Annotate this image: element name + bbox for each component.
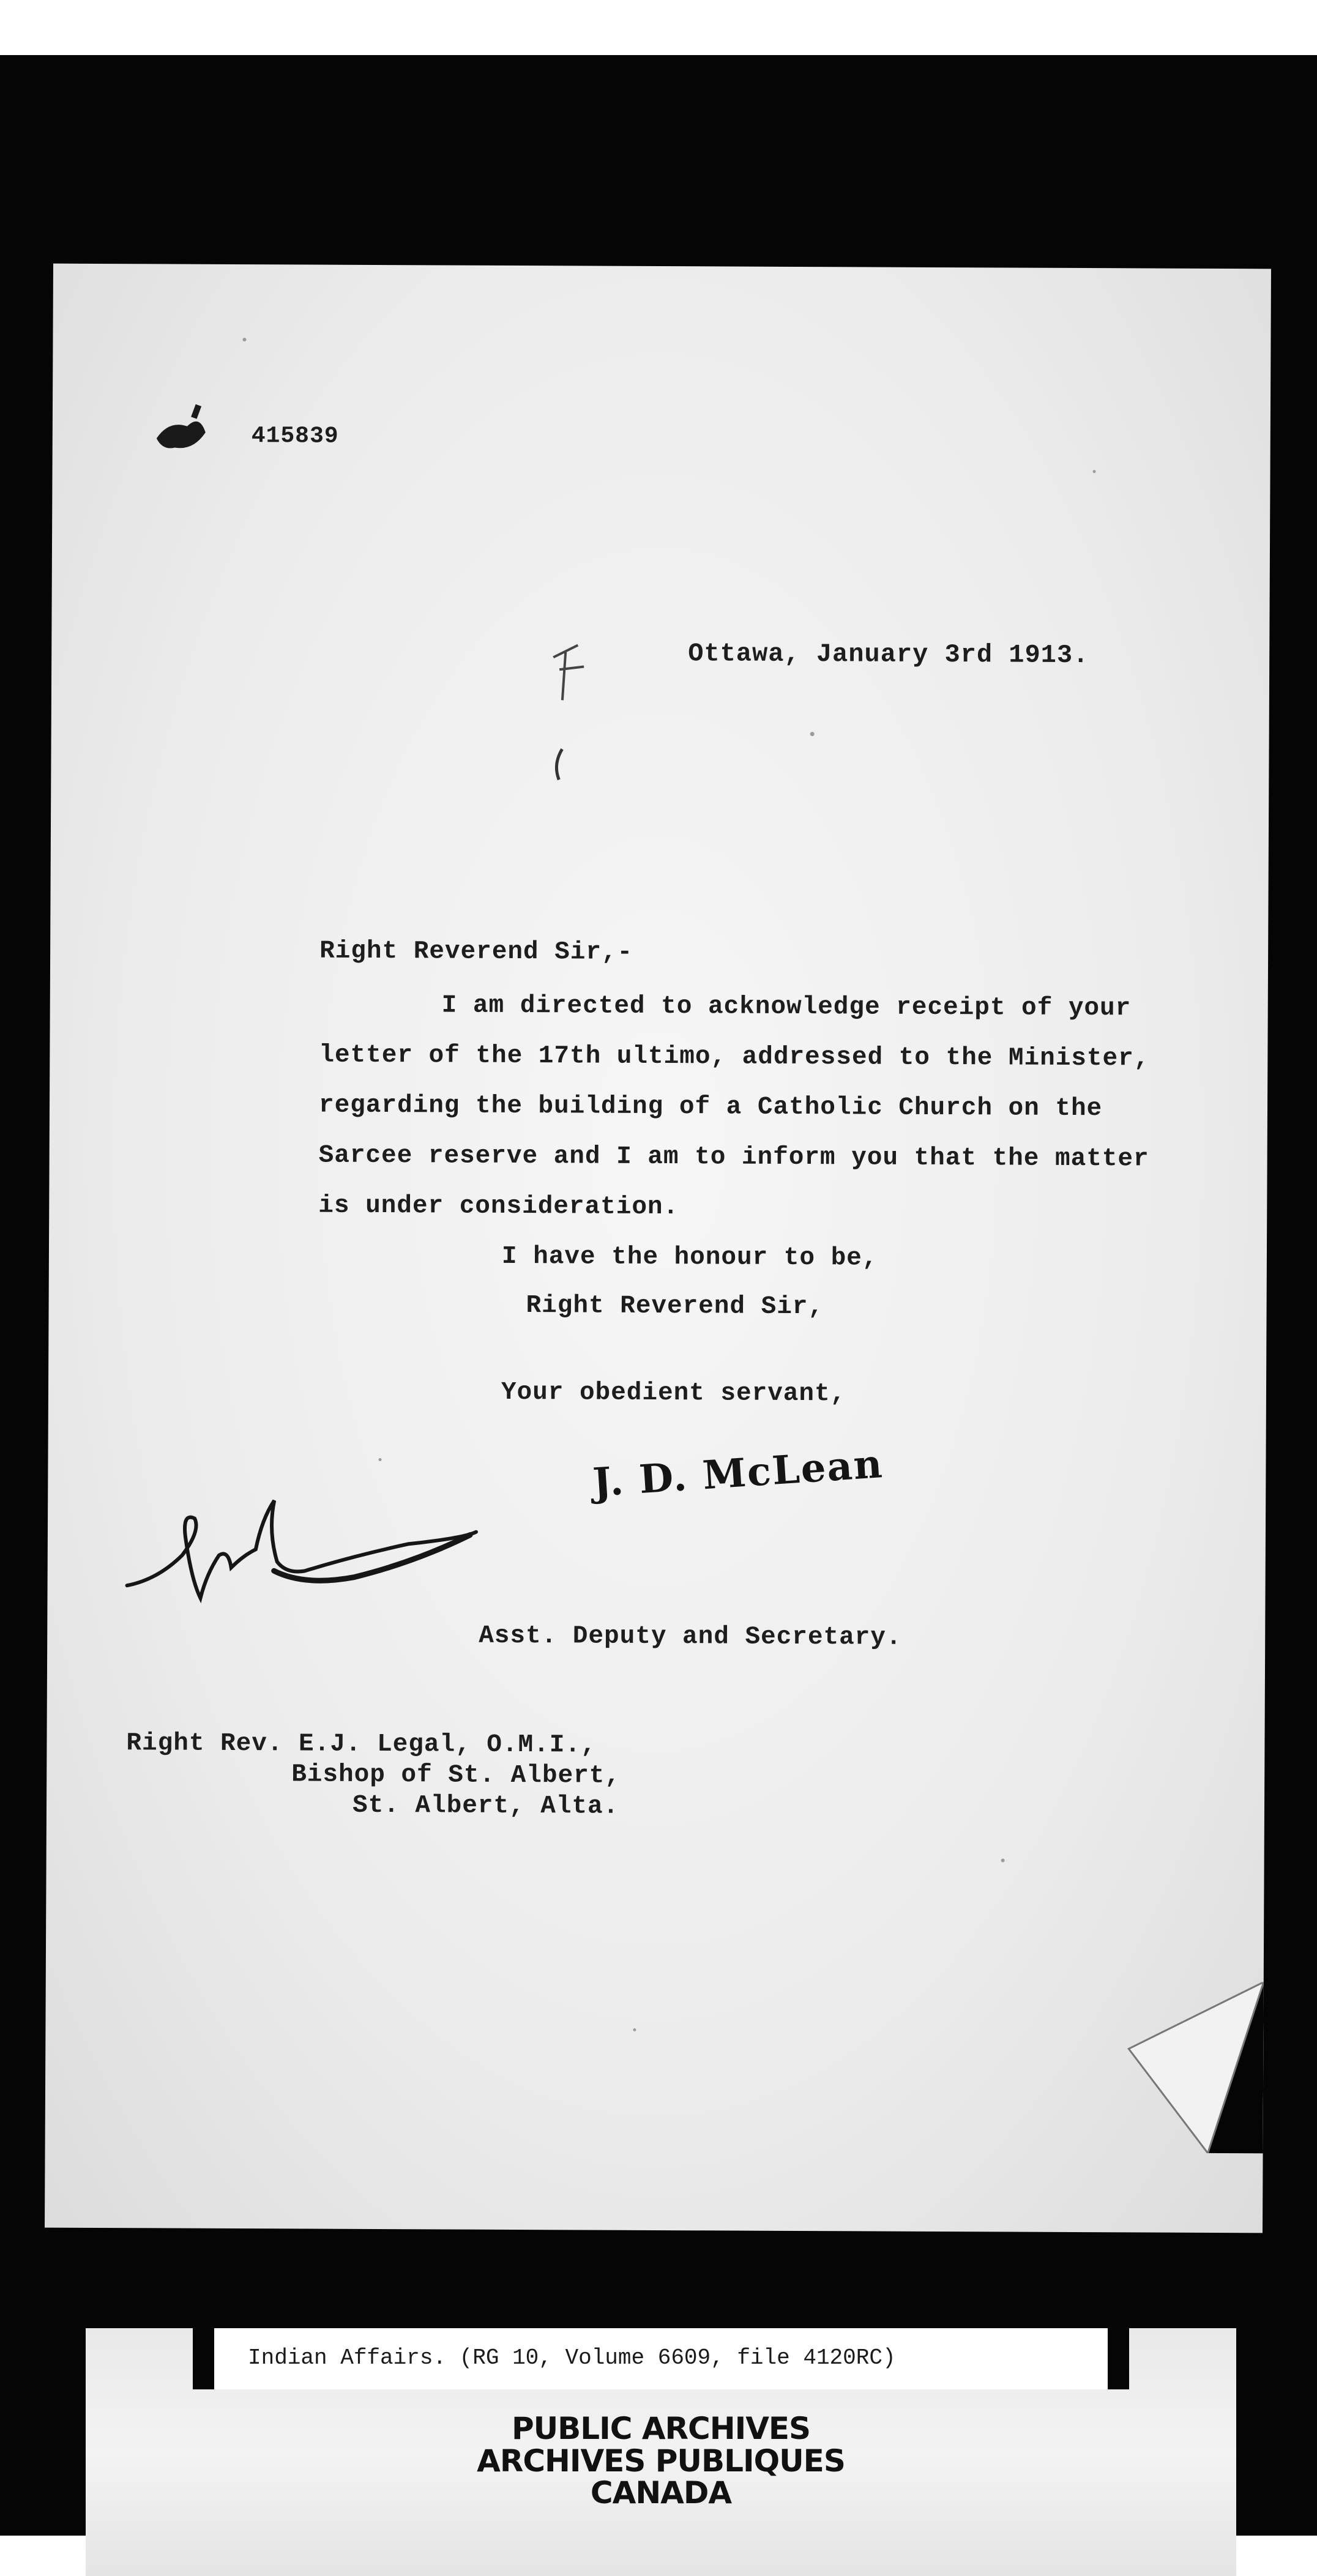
signatory-title: Asst. Deputy and Secretary. (479, 1621, 902, 1652)
body-line-2: letter of the 17th ultimo, addressed to the Minister, (319, 1041, 1150, 1073)
paper-speck (1001, 1858, 1005, 1862)
closing-line-3: Your obedient servant, (501, 1378, 846, 1409)
paper-speck (378, 1458, 381, 1461)
archive-institution (86, 2413, 1236, 2509)
body-line-4: Sarcee reserve and I am to inform you that the matter (318, 1141, 1149, 1174)
label-notch-right (1108, 2328, 1129, 2389)
folded-corner-icon (1116, 1981, 1264, 2153)
recipient-line-2: Bishop of St. Albert, (291, 1760, 621, 1790)
body-line-1: I am directed to acknowledge receipt of your (441, 991, 1132, 1023)
archive-line-3: CANADA (590, 2475, 732, 2511)
archive-label-card (86, 2328, 1236, 2576)
body-line-5: is under consideration. (318, 1191, 679, 1222)
paper-speck (242, 338, 246, 341)
body-line-3: regarding the building of a Catholic Church on the (318, 1091, 1103, 1123)
archive-line-1: PUBLIC ARCHIVES (511, 2411, 811, 2446)
microfilm-background (0, 55, 1317, 2536)
letter-sheet (45, 264, 1271, 2233)
paper-speck (1093, 470, 1096, 473)
salutation: Right Reverend Sir,- (319, 937, 633, 967)
ink-blot-icon (151, 401, 212, 463)
file-number: 415839 (251, 423, 339, 450)
stamped-signature-name: J. D. McLean (591, 1441, 885, 1506)
archive-reference: Indian Affairs. (RG 10, Volume 6609, file 4120RC) (248, 2345, 896, 2370)
handwritten-signature-icon (121, 1463, 488, 1624)
closing-line-2: Right Reverend Sir, (526, 1292, 824, 1322)
closing-line-1: I have the honour to be, (501, 1242, 878, 1273)
paper-speck (810, 732, 815, 736)
pencil-mark-icon (534, 633, 608, 817)
paper-speck (633, 2028, 636, 2031)
recipient-line-1: Right Rev. E.J. Legal, O.M.I., (126, 1729, 597, 1760)
recipient-line-3: St. Albert, Alta. (352, 1791, 619, 1821)
letter-date: Ottawa, January 3rd 1913. (688, 639, 1089, 671)
archive-line-2: ARCHIVES PUBLIQUES (477, 2443, 845, 2479)
label-notch-left (193, 2328, 214, 2389)
